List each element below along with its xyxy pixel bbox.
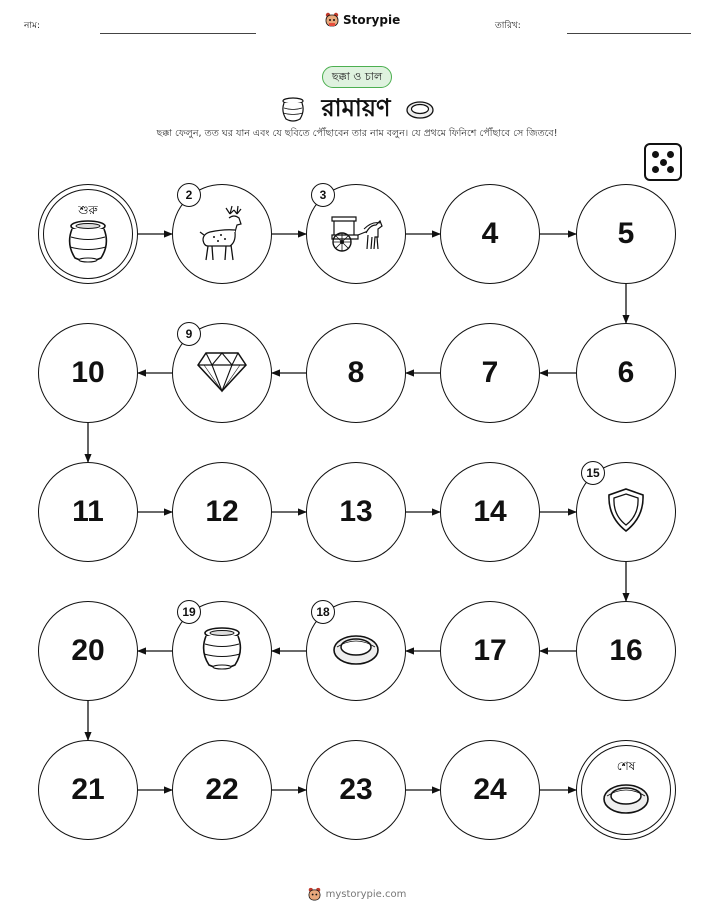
board-cell-7: [440, 323, 540, 423]
board-cell-5: [576, 184, 676, 284]
board-cell-4: [440, 184, 540, 284]
board-cell-25: [576, 740, 676, 840]
cell-number: 22: [205, 773, 239, 806]
cell-number: 4: [481, 217, 499, 250]
cell-number: 24: [473, 773, 507, 806]
cell-number: 13: [339, 495, 373, 528]
chariot-icon: [328, 211, 384, 257]
board-cell-1: [38, 184, 138, 284]
board-cell-9: [172, 323, 272, 423]
footer: [0, 887, 714, 902]
board-cell-14: [440, 462, 540, 562]
page-title: রামায়ণ: [321, 94, 391, 122]
cell-number: 6: [617, 356, 635, 389]
board-cell-10: [38, 323, 138, 423]
instructions: ছক্কা ফেলুন, তত ঘর যান এবং যে ছবিতে পৌঁছাবেন তার নাম বলুন। যে প্রথমে ফিনিশে পৌঁছাবে সে জিতবে!: [156, 128, 558, 139]
board-cell-19: [172, 601, 272, 701]
cell-number: 16: [609, 634, 643, 667]
cell-number-badge: 9: [177, 322, 201, 346]
bangle-icon: [601, 780, 651, 820]
cell-number: 11: [72, 495, 104, 528]
board-cell-11: [38, 462, 138, 562]
board-cell-13: [306, 462, 406, 562]
bangle-icon: [331, 631, 381, 671]
name-label: নাম:: [24, 21, 41, 31]
board-cell-8: [306, 323, 406, 423]
game-type-badge: ছক্কা ও চাল: [322, 66, 392, 88]
cell-number: 7: [481, 356, 499, 389]
board-cell-23: [306, 740, 406, 840]
brand-name: Storypie: [343, 13, 401, 27]
storypie-logo-icon: [308, 887, 321, 902]
board-cell-20: [38, 601, 138, 701]
board-cell-3: [306, 184, 406, 284]
footer-url[interactable]: mystorypie.com: [325, 889, 407, 900]
cell-number: 12: [205, 495, 239, 528]
start-label: শুরু: [78, 203, 98, 217]
board-cell-2: [172, 184, 272, 284]
cell-number: 23: [339, 773, 373, 806]
cell-number: 20: [71, 634, 105, 667]
cell-number-badge: 3: [311, 183, 335, 207]
cell-number: 21: [71, 773, 105, 806]
shield-icon: [606, 487, 646, 537]
cell-number-badge: 15: [581, 461, 605, 485]
board-cell-6: [576, 323, 676, 423]
diamond-icon: [196, 349, 248, 397]
board-cell-17: [440, 601, 540, 701]
pot-icon: [197, 627, 247, 675]
board-cell-16: [576, 601, 676, 701]
cell-number-badge: 2: [177, 183, 201, 207]
board-cell-22: [172, 740, 272, 840]
cell-number: 17: [473, 634, 507, 667]
board-cell-21: [38, 740, 138, 840]
deer-icon: [194, 202, 250, 266]
cell-number: 5: [617, 217, 635, 250]
cell-number-badge: 18: [311, 600, 335, 624]
board-cell-18: [306, 601, 406, 701]
cell-number: 10: [71, 356, 105, 389]
pot-icon: [63, 220, 113, 268]
cell-number: 14: [473, 495, 507, 528]
cell-number: 8: [347, 356, 365, 389]
board-cell-24: [440, 740, 540, 840]
end-label: শেষ: [616, 759, 636, 773]
date-label: তারিখ:: [495, 21, 521, 31]
board-cell-15: [576, 462, 676, 562]
board-cell-12: [172, 462, 272, 562]
cell-number-badge: 19: [177, 600, 201, 624]
